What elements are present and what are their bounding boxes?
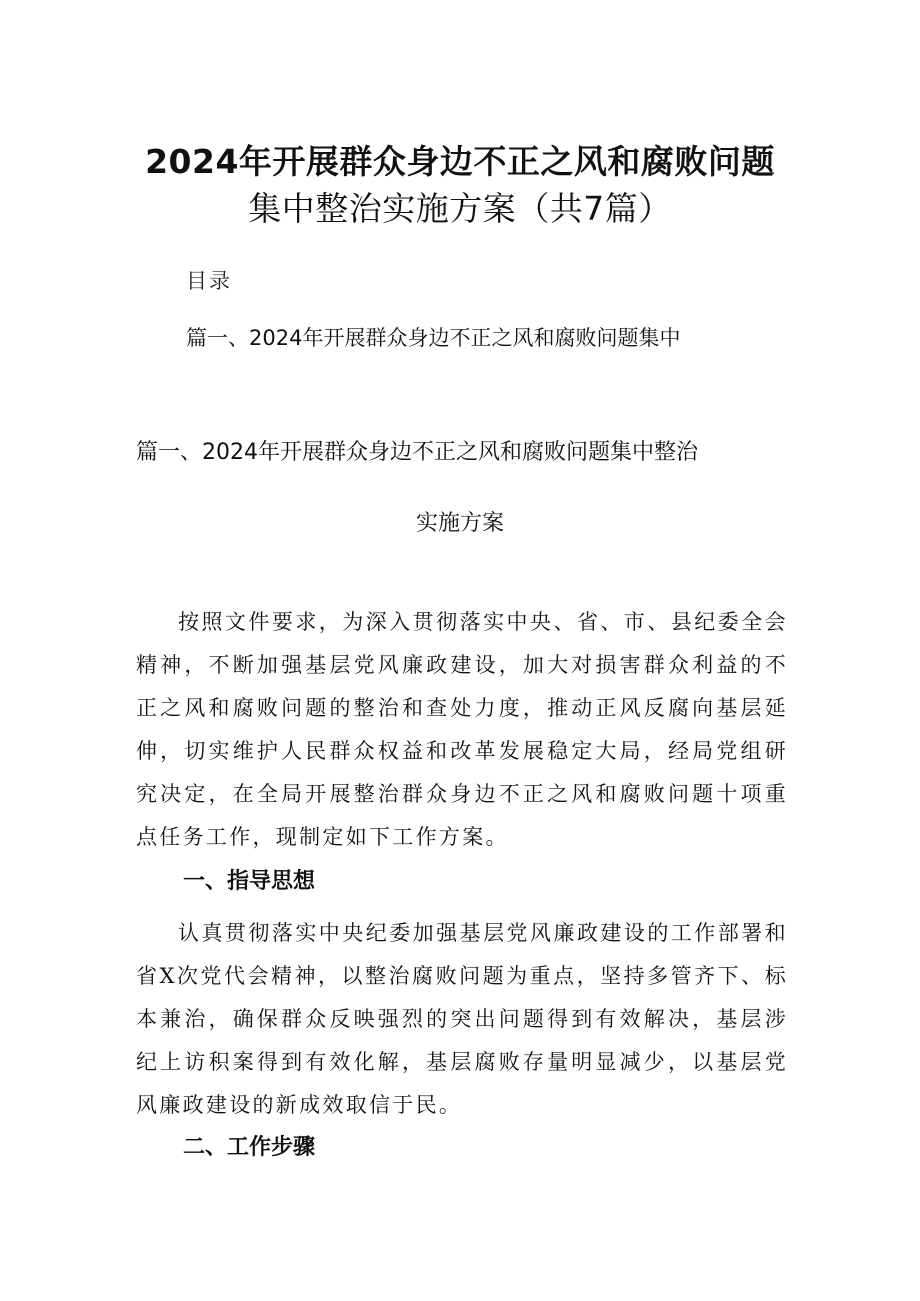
toc-label: 目录: [186, 269, 232, 293]
intro-paragraph: 按照文件要求，为深入贯彻落实中央、省、市、县纪委全会精神，不断加强基层党风廉政建设，加大对损害群众利益的不正之风和腐败问题的整治和查处力度，推动正风反腐向基层延伸，切实维护人民群众权益和改革发展稳定大局，经局党组研究决定，在全局开展整治群众身边不正之风和腐败问题十项重点任务工作，现制定如下工作方案。: [136, 610, 788, 849]
guiding-ideology-paragraph: 认真贯彻落实中央纪委加强基层党风廉政建设的工作部署和省X次党代会精神，以整治腐败问题为重点，坚持多管齐下、标本兼治，确保群众反映强烈的突出问题得到有效解决，基层涉纪上访积案得到有效化解，基层腐败存量明显减少，以基层党风廉政建设的新成效取信于民。: [136, 921, 788, 1117]
heading-work-steps: 二、工作步骤: [183, 1135, 316, 1160]
section-title: 篇一、2024年开展群众身边不正之风和腐败问题集中整治: [136, 440, 698, 465]
heading-guiding-ideology: 一、指导思想: [183, 869, 316, 894]
toc-entry[interactable]: 篇一、2024年开展群众身边不正之风和腐败问题集中: [186, 326, 681, 350]
document-title-line1: 2024年开展群众身边不正之风和腐败问题: [145, 142, 775, 181]
document-title-line2: 集中整治实施方案（共7篇）: [248, 189, 672, 228]
section-title-continuation: 实施方案: [415, 511, 504, 536]
